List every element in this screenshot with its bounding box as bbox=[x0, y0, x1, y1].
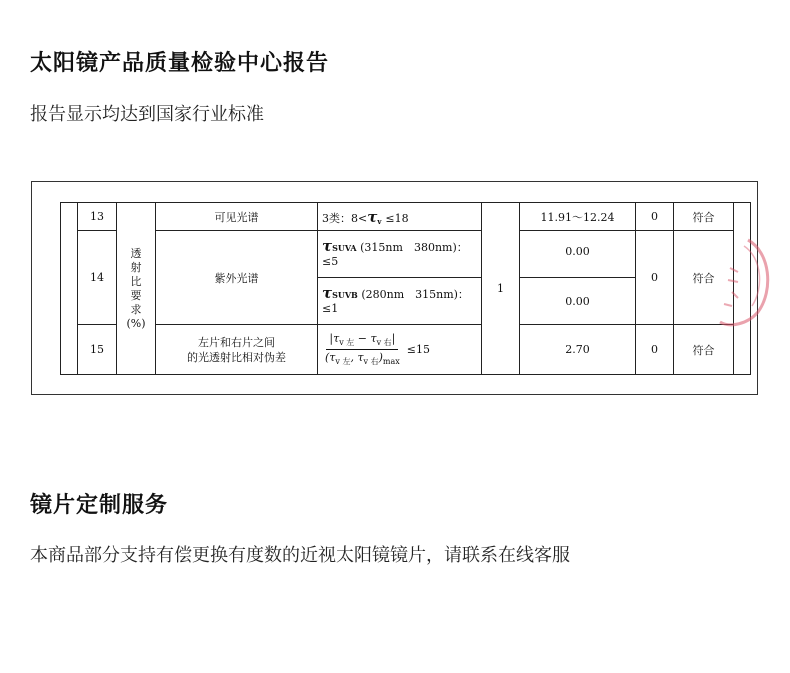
defect-count: 0 bbox=[636, 203, 674, 231]
test-item-line: 左片和右片之间 bbox=[198, 335, 275, 349]
tau-symbol: τ bbox=[329, 351, 336, 364]
table-row bbox=[61, 231, 751, 278]
report-table bbox=[60, 202, 751, 375]
standard-limit: ≤5 bbox=[322, 255, 339, 268]
standard-text: 3类：8< bbox=[322, 211, 368, 225]
tau-symbol: τ bbox=[322, 237, 333, 255]
verdict: 符合 bbox=[674, 231, 734, 325]
category-cell bbox=[117, 203, 156, 375]
tau-symbol: τ bbox=[357, 351, 364, 364]
tau-symbol: τ bbox=[333, 332, 340, 345]
standard-cell bbox=[318, 231, 482, 278]
category-char: (%) bbox=[126, 316, 146, 330]
tau-subscript: v 左 bbox=[339, 338, 355, 347]
table-row bbox=[61, 325, 751, 375]
tau-subscript: v 右 bbox=[376, 338, 392, 347]
result-value: 0.00 bbox=[520, 278, 636, 325]
report-subtitle: 报告显示均达到国家行业标准 bbox=[30, 104, 264, 125]
table-row bbox=[61, 203, 751, 231]
row-number: 15 bbox=[78, 325, 117, 375]
standard-text: (280nm 315nm)： bbox=[361, 288, 469, 301]
tau-symbol: τ bbox=[367, 207, 378, 226]
tau-subscript: SUVA bbox=[332, 243, 357, 253]
row-number: 14 bbox=[78, 231, 117, 325]
category-char: 透 bbox=[130, 246, 142, 260]
fraction-numerator: $|\tau_{v 左} - \tau_{v 右}|$ bbox=[326, 332, 398, 350]
standard-cell bbox=[318, 325, 482, 375]
tau-subscript: v 左 bbox=[335, 357, 351, 366]
standard-cell bbox=[318, 278, 482, 325]
page-title: 太阳镜产品质量检验中心报告 bbox=[30, 51, 330, 76]
max-subscript: max bbox=[382, 357, 400, 366]
standard-limit: ≤18 bbox=[385, 211, 409, 225]
test-item-line: 的光透射比相对伪差 bbox=[187, 350, 286, 364]
tau-subscript: v 右 bbox=[363, 357, 379, 366]
section-title: 镜片定制服务 bbox=[30, 493, 169, 518]
tau-symbol: τ bbox=[370, 332, 377, 345]
result-value: 0.00 bbox=[520, 231, 636, 278]
tau-subscript: SUVB bbox=[332, 290, 358, 300]
left-edge-cell bbox=[61, 203, 78, 375]
defect-count: 0 bbox=[636, 325, 674, 375]
verdict: 符合 bbox=[674, 203, 734, 231]
tau-subscript: v bbox=[377, 216, 382, 226]
category-char: 要 bbox=[130, 288, 142, 302]
formula bbox=[322, 332, 430, 367]
service-description: 本商品部分支持有偿更换有度数的近视太阳镜镜片，请联系在线客服 bbox=[30, 545, 570, 566]
row-number: 13 bbox=[78, 203, 117, 231]
sample-count: 1 bbox=[482, 203, 520, 375]
result-value: 11.91～12.24 bbox=[520, 203, 636, 231]
minus-sign: − bbox=[357, 332, 367, 345]
report-image bbox=[31, 181, 758, 395]
test-item: 紫外光谱 bbox=[156, 231, 318, 325]
verdict: 符合 bbox=[674, 325, 734, 375]
standard-limit: ≤15 bbox=[406, 343, 430, 356]
fraction-denominator: ($\tau_{v 左}$, $\tau_{v 右})_{max}$ bbox=[325, 351, 400, 366]
defect-count: 0 bbox=[636, 231, 674, 325]
test-item: 可见光谱 bbox=[156, 203, 318, 231]
standard-limit: ≤1 bbox=[322, 302, 339, 315]
category-char: 射 bbox=[130, 260, 142, 274]
tau-symbol: τ bbox=[322, 284, 333, 302]
standard-cell bbox=[318, 203, 482, 231]
result-value: 2.70 bbox=[520, 325, 636, 375]
right-edge-cell bbox=[734, 203, 751, 375]
standard-text: (315nm 380nm)： bbox=[360, 241, 468, 254]
test-item bbox=[156, 325, 318, 375]
category-char: 求 bbox=[130, 302, 142, 316]
category-char: 比 bbox=[130, 274, 142, 288]
fraction bbox=[322, 332, 403, 367]
